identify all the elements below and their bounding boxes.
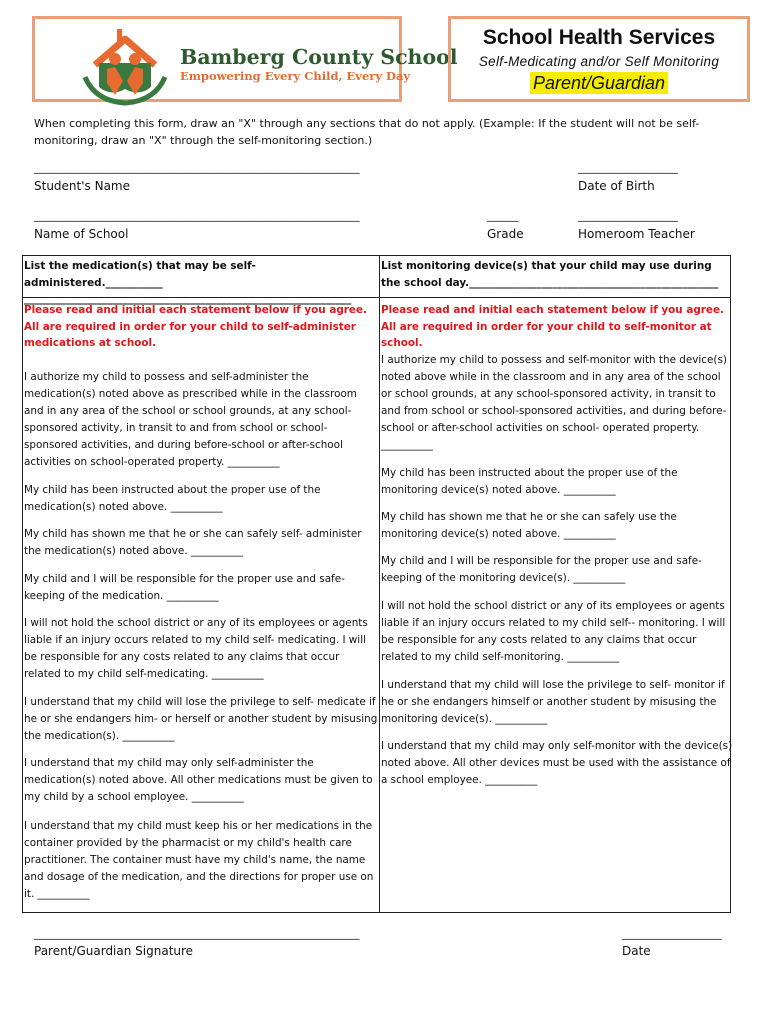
school-logo-title: Bamberg County School: [180, 45, 458, 69]
medication-statement: I will not hold the school district or any of its employees or agents liable if an injury occurs related to my child self- medicating. I will be responsible for any costs related to any claims that occur related to my child self-medicating. __________: [24, 617, 368, 680]
monitoring-statement: My child has been instructed about the proper use of the monitoring device(s) noted above. __________: [381, 467, 678, 496]
monitoring-statement: I authorize my child to possess and self-monitor with the device(s) noted above while in the classroom and in any area of the school or school grounds, at any school-sponsored activity, in transit to and from school or school-sponsored activities, and during before-school or after-school activities on school- operated property. __________: [381, 354, 727, 451]
parent-signature-label: Parent/Guardian Signature: [34, 944, 194, 958]
monitoring-statement: I understand that my child may only self-monitor with the device(s) noted above. All other devices must be used with the assistance of a school employee. __________: [381, 740, 733, 786]
medication-statement: My child has been instructed about the proper use of the medication(s) noted above. __________: [24, 484, 321, 513]
medication-statement: I authorize my child to possess and self-administer the medication(s) noted above as prescribed while in the classroom and in any area of the school or school grounds, at any school- sponsored activity, in transit to and from school or school- sponsored activities, and during before-school or after-school activities on school-operated property. __________: [24, 371, 357, 468]
homeroom-teacher-label: Homeroom Teacher: [578, 227, 695, 241]
monitoring-statement: I will not hold the school district or any of its employees or agents liable if an injury occurs related to my child self-- monitoring. I will be responsible for any costs related to any claims that occur related to my child self-monitoring. __________: [381, 600, 726, 663]
school-logo-icon: [77, 25, 173, 105]
medication-statement: I understand that my child will lose the privilege to self- medicate if he or she endangers him- or herself or another student by misusing the medication(s). __________: [24, 696, 378, 742]
signature-date-field[interactable]: ___________________: [622, 928, 722, 940]
medication-statement: I understand that my child must keep his or her medications in the container provided by the pharmacist or my child's health care practitioner. The container must have my child's name, the name and dosage of the medication, and the directions for proper use on it. __________: [24, 820, 374, 900]
monitoring-device-list-field[interactable]: List monitoring device(s) that your child may use during the school day.________________________________________________: [381, 260, 719, 289]
homeroom-teacher-field[interactable]: ___________________: [578, 210, 678, 222]
monitoring-statement: My child has shown me that he or she can safely use the monitoring device(s) noted above. __________: [381, 511, 677, 540]
date-of-birth-field[interactable]: ___________________: [578, 162, 678, 174]
form-instructions: When completing this form, draw an "X" through any sections that do not apply. (Example: If the student will not be self-monitoring, draw an "X" through the self-monitoring section.): [34, 117, 700, 147]
grade-field[interactable]: ______: [487, 210, 519, 222]
form-subtitle: Self-Medicating and/or Self Monitoring: [478, 54, 720, 69]
school-name-label: Name of School: [34, 227, 129, 241]
logo-header-box: [32, 16, 458, 102]
student-name-label: Student's Name: [34, 179, 131, 193]
medication-statement: I understand that my child may only self-administer the medication(s) noted above. All other medications must be given to my child by a school employee. __________: [24, 757, 373, 803]
grade-label: Grade: [487, 227, 524, 241]
medication-required-note: Please read and initial each statement below if you agree. All are required in order for your child to self-administer medications at school.: [24, 304, 367, 349]
school-logo-tagline: Empowering Every Child, Every Day: [180, 69, 411, 83]
parent-signature-field[interactable]: ______________________________________________________________: [34, 928, 360, 940]
column-divider: [379, 256, 380, 912]
monitoring-statement: I understand that my child will lose the privilege to self- monitor if he or she endangers himself or another student by misusing the monitoring device(s). __________: [381, 679, 725, 725]
agreement-table: [22, 255, 731, 913]
medication-list-field[interactable]: List the medication(s) that may be self-administered.___________ _______________________________________________________________: [24, 260, 352, 305]
medication-statement: My child and I will be responsible for the proper use and safe-keeping of the medication. __________: [24, 573, 345, 602]
signature-date-label: Date: [622, 944, 651, 958]
form-title-box: [448, 16, 750, 102]
monitoring-required-note: Please read and initial each statement below if you agree. All are required in order for your child to self-monitor at school.: [381, 304, 724, 349]
form-title: School Health Services: [482, 26, 716, 49]
monitoring-statement: My child and I will be responsible for the proper use and safe-keeping of the monitoring device(s). __________: [381, 555, 702, 584]
form-role-highlight: Parent/Guardian: [530, 72, 668, 94]
school-name-field[interactable]: ______________________________________________________________: [34, 210, 360, 222]
date-of-birth-label: Date of Birth: [578, 179, 655, 193]
student-name-field[interactable]: ______________________________________________________________: [34, 162, 360, 174]
medication-statement: My child has shown me that he or she can safely self- administer the medication(s) noted above. __________: [24, 528, 362, 557]
